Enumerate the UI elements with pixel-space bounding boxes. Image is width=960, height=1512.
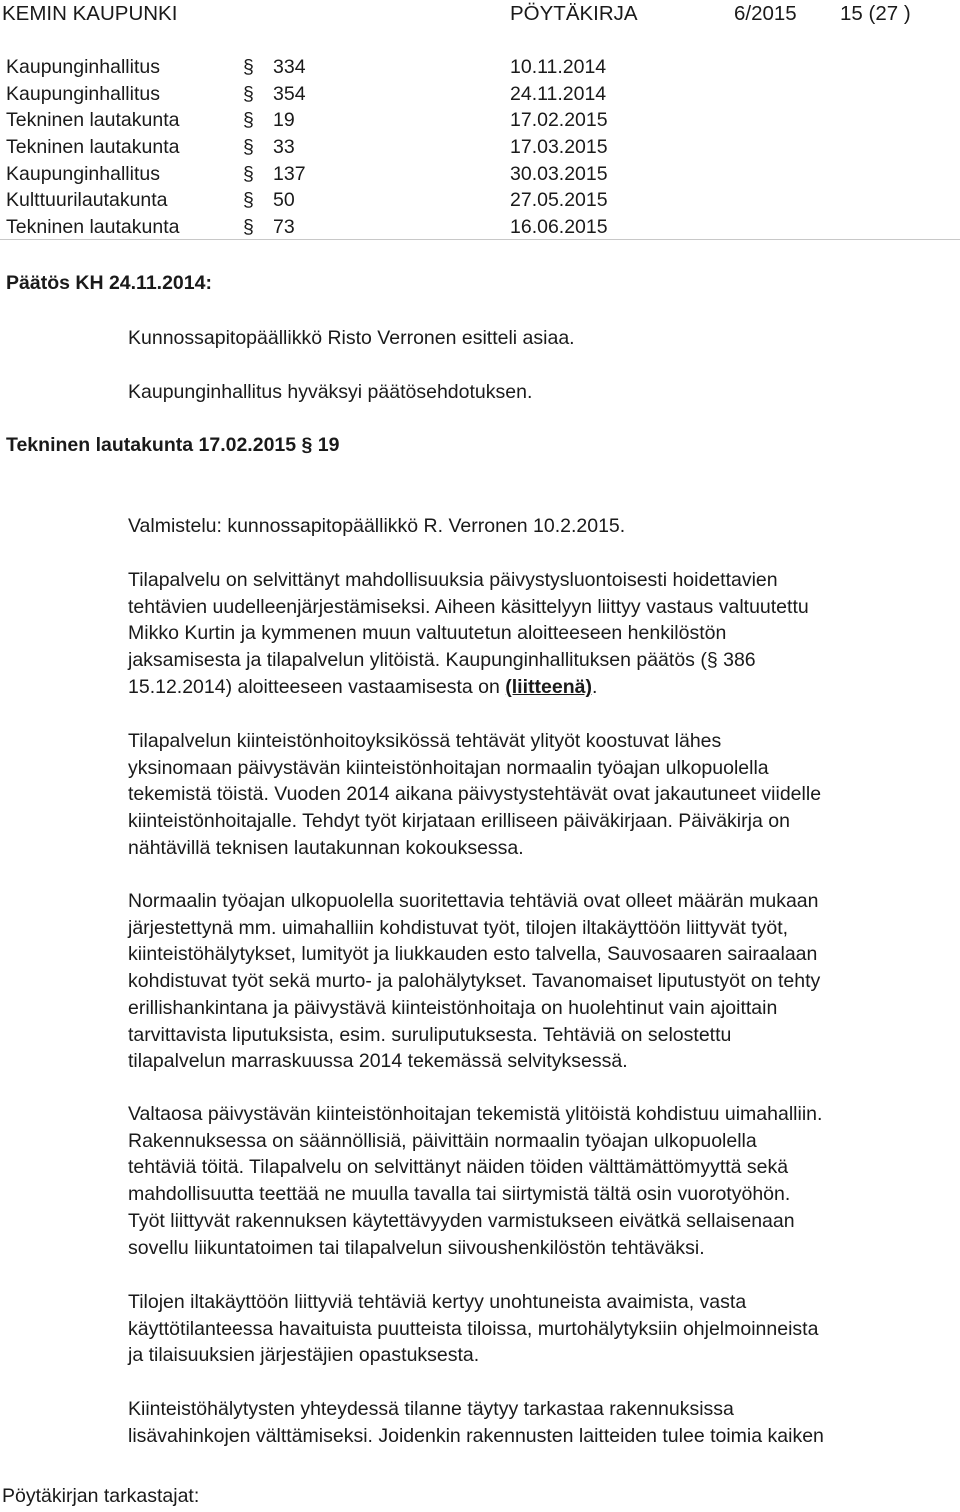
text-line: Valtaosa päivystävän kiinteistönhoitajan tekemistä ylitöistä kohdistuu uimahalliin. <box>128 1103 823 1125</box>
text-line: sovellu liikuntatoimen tai tilapalvelun siivoushenkilöstön tehtäväksi. <box>128 1236 705 1259</box>
history-date: 16.06.2015 <box>510 216 608 239</box>
history-row <box>6 187 960 214</box>
history-body: Kaupunginhallitus <box>6 56 160 78</box>
section-sign: § <box>243 82 254 105</box>
text-line: Tilapalvelu on selvittänyt mahdollisuuksia päivystysluontoisesti hoidettavien <box>128 569 778 591</box>
text-line: tilapalvelun marraskuussa 2014 tekemässä selvityksessä. <box>128 1050 628 1073</box>
text-line: jaksamisesta ja tilapalvelun ylitöistä. Kaupunginhallituksen päätös (§ 386 <box>128 649 756 672</box>
text-line: Tilojen iltakäyttöön liittyviä tehtäviä kertyy unohtuneista avaimista, vasta <box>128 1291 747 1313</box>
text-line: nähtävillä teknisen lautakunnan kokouksessa. <box>128 836 524 859</box>
text-segment: 15.12.2014) aloitteeseen vastaamisesta on <box>128 675 506 698</box>
section-sign: § <box>243 136 254 159</box>
preparation-line: Valmistelu: kunnossapitopäällikkö R. Verronen 10.2.2015. <box>128 515 626 537</box>
attachment-link[interactable]: (liitteenä) <box>505 675 592 698</box>
page-header <box>0 0 960 30</box>
history-row <box>6 107 960 134</box>
history-body: Kaupunginhallitus <box>6 162 160 185</box>
section-sign: § <box>243 162 254 185</box>
history-row <box>6 214 960 241</box>
history-date: 30.03.2015 <box>510 162 608 185</box>
section-sign: § <box>243 56 254 78</box>
text-line: Työt liittyvät rakennuksen käytettävyyden varmistukseen eivätkä sellaisenaan <box>128 1209 795 1232</box>
text-line: Tilapalvelun kiinteistönhoitoyksikössä tehtävät ylityöt koostuvat lähes <box>128 730 722 752</box>
history-body: Tekninen lautakunta <box>6 109 180 132</box>
history-number: 50 <box>273 189 295 212</box>
text-line: Rakennuksessa on säännöllisiä, päivittäin normaalin työajan ulkopuolella <box>128 1129 757 1152</box>
history-body: Kulttuurilautakunta <box>6 189 168 212</box>
text-line: tarvittavista liputuksista, esim. suruliputuksesta. Tehtäviä on selostettu <box>128 1023 732 1046</box>
processing-history <box>6 54 960 241</box>
text-line: Kiinteistöhälytysten yhteydessä tilanne täytyy tarkastaa rakennuksissa <box>128 1398 734 1420</box>
section-heading: Tekninen lautakunta 17.02.2015 § 19 <box>6 434 340 456</box>
text-line: tekemistä töistä. Vuoden 2014 aikana päivystystehtävät ovat jakautuneet viidelle <box>128 783 822 806</box>
text-line: ja tilaisuuksien järjestäjien opastuksesta. <box>128 1344 480 1367</box>
text-segment: . <box>591 675 598 698</box>
text-line: yksinomaan päivystävän kiinteistönhoitajan normaalin työajan ulkopuolella <box>128 756 769 779</box>
section-sign: § <box>243 216 254 239</box>
section-sign: § <box>243 109 254 132</box>
text-line: erillishankintana ja päivystävä kiinteistönhoitaja on huolehtinut vain ajoittain <box>128 996 778 1019</box>
document-type: PÖYTÄKIRJA <box>510 2 638 25</box>
history-body: Tekninen lautakunta <box>6 136 180 159</box>
history-date: 27.05.2015 <box>510 189 608 212</box>
text-line: lisävahinkojen välttämiseksi. Joidenkin rakennusten laitteiden tulee toimia kaiken <box>128 1424 824 1447</box>
history-number: 334 <box>273 56 306 78</box>
text-line: Mikko Kurtin ja kymmenen muun valtuutetun aloitteeseen henkilöstön <box>128 622 727 645</box>
text-line: käyttötilanteessa havaituista puutteista tiloissa, murtohälytyksiin ohjelmoinneista <box>128 1317 819 1340</box>
paragraph-5 <box>128 1289 958 1369</box>
text-line: kohdistuvat työt sekä murto- ja palohälytykset. Tavanomaiset liputustyöt on tehty <box>128 970 821 993</box>
history-body: Kaupunginhallitus <box>6 82 160 105</box>
text-line: kiinteistöhälytykset, lumityöt ja liukkauden esto talvella, Sauvosaaren sairaalaan <box>128 943 818 966</box>
paragraph-3 <box>128 888 958 1075</box>
section-sign: § <box>243 189 254 212</box>
divider <box>0 239 960 240</box>
text-line <box>128 674 958 701</box>
history-date: 17.02.2015 <box>510 109 608 132</box>
organization-name: KEMIN KAUPUNKI <box>2 2 178 25</box>
history-row <box>6 81 960 108</box>
history-date: 17.03.2015 <box>510 136 608 159</box>
paragraph-1 <box>128 567 958 701</box>
paragraph-2 <box>128 728 958 862</box>
history-row <box>6 54 960 81</box>
history-number: 19 <box>273 109 295 132</box>
history-number: 137 <box>273 162 306 185</box>
history-number: 33 <box>273 136 295 159</box>
paragraph-4 <box>128 1101 958 1261</box>
text-line: tehtävien uudelleenjärjestämiseksi. Aiheen käsittelyyn liittyy vastaus valtuutettu <box>128 595 809 618</box>
history-row <box>6 161 960 188</box>
history-row <box>6 134 960 161</box>
history-date: 10.11.2014 <box>510 56 607 78</box>
history-date: 24.11.2014 <box>510 82 607 105</box>
text-line: mahdollisuutta teettää ne muulla tavalla tai siirtymistä tältä osin vuorotyöhön. <box>128 1183 791 1206</box>
decision-heading: Päätös KH 24.11.2014: <box>6 272 212 294</box>
page-number: 15 (27 ) <box>840 2 911 25</box>
text-line: Normaalin työajan ulkopuolella suoritettavia tehtäviä ovat olleet määrän mukaan <box>128 890 819 912</box>
text-line: kiinteistönhoitajalle. Tehdyt työt kirjataan erilliseen päiväkirjaan. Päiväkirja on <box>128 810 790 833</box>
history-number: 73 <box>273 216 295 239</box>
decision-text-approval: Kaupunginhallitus hyväksyi päätösehdotuksen. <box>128 381 533 403</box>
text-line: tehtäviä töitä. Tilapalvelu on selvittänyt näiden töiden välttämättömyyttä sekä <box>128 1156 789 1179</box>
history-number: 354 <box>273 82 306 105</box>
paragraph-6 <box>128 1396 958 1449</box>
text-line: järjestettynä mm. uimahalliin kohdistuvat työt, tilojen iltakäyttöön liittyvät työt, <box>128 916 789 939</box>
document-number: 6/2015 <box>734 2 797 25</box>
footer-label: Pöytäkirjan tarkastajat: <box>2 1485 200 1507</box>
decision-text-presenter: Kunnossapitopäällikkö Risto Verronen esitteli asiaa. <box>128 327 575 349</box>
history-body: Tekninen lautakunta <box>6 216 180 239</box>
